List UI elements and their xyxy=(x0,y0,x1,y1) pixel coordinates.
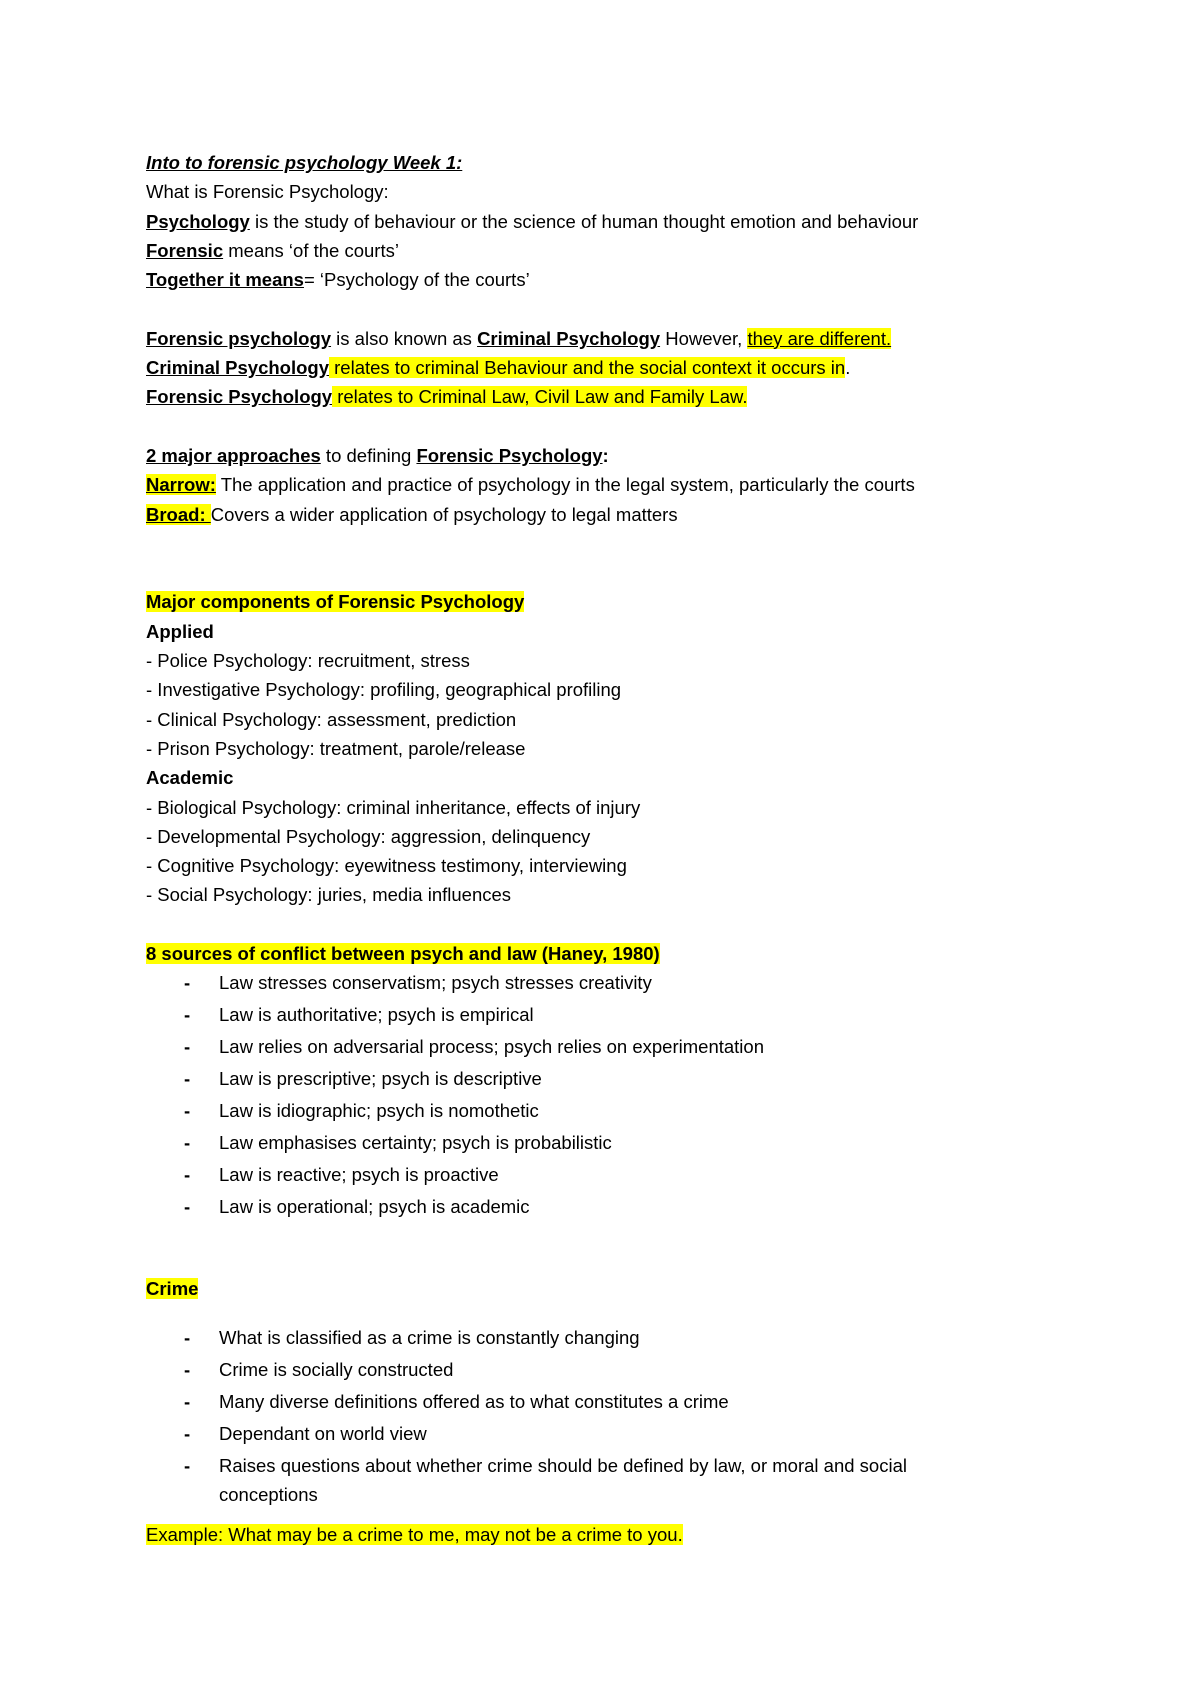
list-item: - Law relies on adversarial process; psych relies on experimentation xyxy=(184,1036,764,1058)
approaches-line: 2 major approaches to defining Forensic Psychology: xyxy=(146,444,609,466)
broad-line: Broad: Covers a wider application of psychology to legal matters xyxy=(146,503,678,525)
applied-item: - Investigative Psychology: profiling, geographical profiling xyxy=(146,679,622,701)
list-item: - What is classified as a crime is constantly changing xyxy=(184,1326,640,1348)
applied-heading: Applied xyxy=(146,620,214,642)
term-psychology: Psychology xyxy=(146,210,250,232)
crime-list xyxy=(146,1323,986,1510)
applied-item: - Clinical Psychology: assessment, prediction xyxy=(146,708,517,730)
def-psychology: Psychology is the study of behaviour or the science of human thought emotion and behaviour xyxy=(146,210,919,232)
academic-heading: Academic xyxy=(146,767,234,789)
components-heading: Major components of Forensic Psychology xyxy=(146,591,525,613)
list-item: - Dependant on world view xyxy=(184,1422,427,1444)
forensic-relates-line: Forensic Psychology relates to Criminal Law, Civil Law and Family Law. xyxy=(146,386,748,408)
narrow-line: Narrow: The application and practice of psychology in the legal system, particularly the courts xyxy=(146,474,915,496)
academic-item: - Biological Psychology: criminal inheritance, effects of injury xyxy=(146,796,641,818)
applied-item: - Prison Psychology: treatment, parole/release xyxy=(146,737,526,759)
def-forensic: Forensic means ‘of the courts’ xyxy=(146,239,399,261)
list-item: - Law is reactive; psych is proactive xyxy=(184,1164,499,1186)
list-item: - Law stresses conservatism; psych stresses creativity xyxy=(184,972,652,994)
academic-item: - Social Psychology: juries, media influences xyxy=(146,884,512,906)
list-item: - Law emphasises certainty; psych is probabilistic xyxy=(184,1132,612,1154)
academic-item: - Cognitive Psychology: eyewitness testimony, interviewing xyxy=(146,855,627,877)
example-line: Example: What may be a crime to me, may not be a crime to you. xyxy=(146,1523,683,1545)
highlight-different: they are different. xyxy=(747,327,892,349)
def-together: Together it means= ‘Psychology of the courts’ xyxy=(146,269,530,291)
criminal-relates-line: Criminal Psychology relates to criminal Behaviour and the social context it occurs in. xyxy=(146,357,851,379)
list-item: - Many diverse definitions offered as to what constitutes a crime xyxy=(184,1390,729,1412)
list-item: - Law is authoritative; psych is empirical xyxy=(184,1004,534,1026)
doc-title: Into to forensic psychology Week 1: xyxy=(146,152,463,173)
crime-heading: Crime xyxy=(146,1277,199,1299)
list-item: - Law is operational; psych is academic xyxy=(184,1196,530,1218)
applied-item: - Police Psychology: recruitment, stress xyxy=(146,650,470,672)
list-item: - Law is prescriptive; psych is descriptive xyxy=(184,1068,542,1090)
list-item: - Raises questions about whether crime should be defined by law, or moral and social conceptions xyxy=(184,1454,907,1506)
term-forensic: Forensic xyxy=(146,239,224,261)
what-is-line: What is Forensic Psychology: xyxy=(146,181,389,203)
document-body xyxy=(146,148,1046,1549)
term-together: Together it means xyxy=(146,269,304,291)
list-item: - Crime is socially constructed xyxy=(184,1358,454,1380)
broad-label: Broad: xyxy=(146,503,211,525)
known-as-line: Forensic psychology is also known as Criminal Psychology However, they are different. xyxy=(146,327,892,349)
narrow-label: Narrow: xyxy=(146,474,216,496)
conflict-list xyxy=(146,968,1046,1224)
academic-item: - Developmental Psychology: aggression, delinquency xyxy=(146,825,591,847)
conflict-heading: 8 sources of conflict between psych and law (Haney, 1980) xyxy=(146,943,660,965)
list-item: - Law is idiographic; psych is nomothetic xyxy=(184,1100,539,1122)
